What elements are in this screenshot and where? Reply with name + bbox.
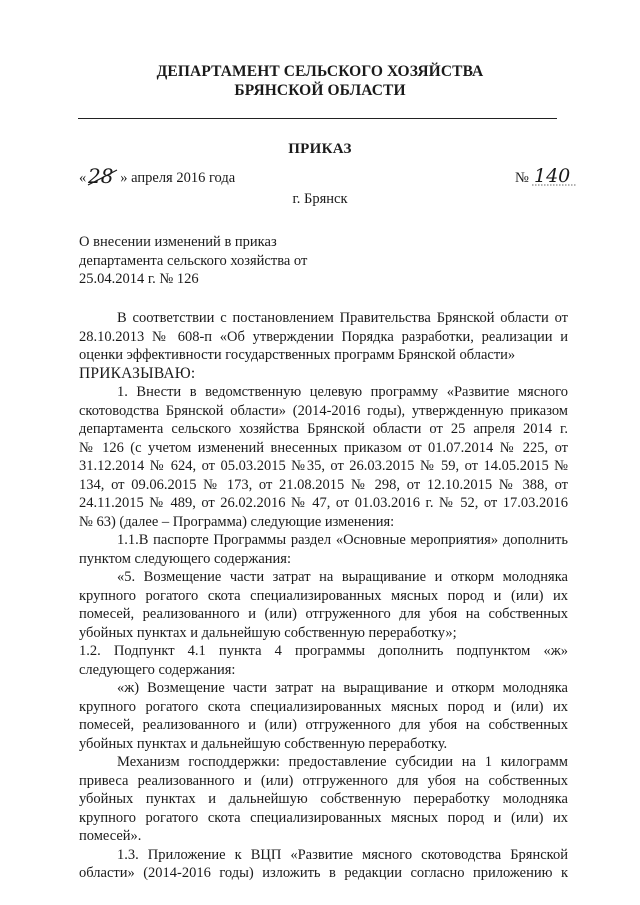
order-number xyxy=(515,163,578,189)
body-line: «5. Возмещение части затрат на выращивание и откорм молодняка xyxy=(117,569,568,585)
body-line: пунктом следующего содержания: xyxy=(79,550,291,567)
handwritten-day xyxy=(86,164,120,188)
body-line: оценки эффективности государственных программ Брянской области» xyxy=(79,347,516,363)
body-line: Механизм господдержки: предоставление субсидии на 1 килограмм xyxy=(117,754,568,770)
handwritten-number xyxy=(532,163,578,189)
department-header xyxy=(0,62,640,100)
body-line: помесей». xyxy=(79,828,142,844)
city: г. Брянск xyxy=(292,191,348,207)
body-line: привеса реализованного и (или) отгруженного для убоя на собственных xyxy=(79,772,568,789)
order-word: ПРИКАЗЫВАЮ: xyxy=(79,364,196,382)
subject-line: департамента сельского хозяйства от xyxy=(79,252,308,269)
body-line: крупного рогатого скота специализированных мясных пород и (или) их xyxy=(79,698,568,715)
body-line: В соответствии с постановлением Правительства Брянской области от xyxy=(117,310,568,326)
date-month-year: » апреля 2016 года xyxy=(120,170,236,186)
body-line: скотоводства Брянской области» (2014-2016 годы), утвержденную приказом xyxy=(79,402,568,419)
department-name-line2: БРЯНСКОЙ ОБЛАСТИ xyxy=(234,82,406,99)
department-name-line1: ДЕПАРТАМЕНТ СЕЛЬСКОГО ХОЗЯЙСТВА xyxy=(156,63,484,80)
body-line: «ж) Возмещение части затрат на выращивание и откорм молодняка xyxy=(117,680,568,696)
body-line: 24.11.2015 № 489, от 26.02.2016 № 47, от 01.03.2016 г. № 52, от 17.03.2016 xyxy=(79,495,568,511)
body-line: 1. Внести в ведомственную целевую программу «Развитие мясного xyxy=(117,384,568,400)
handwritten-number-text: 140 xyxy=(534,165,571,187)
subject-line: О внесении изменений в приказ xyxy=(79,234,277,250)
body-line: области» (2014-2016 годы) изложить в редакции согласно приложению к xyxy=(79,865,568,881)
order-body xyxy=(79,309,568,883)
handwritten-day-text: 28 xyxy=(88,164,114,188)
order-subject xyxy=(79,233,379,289)
date-open-quote: « xyxy=(79,170,87,186)
body-line: 31.12.2014 № 624, от 05.03.2015 №35, от 26.03.2015 № 59, от 14.05.2015 № xyxy=(79,458,568,474)
body-line: 28.10.2013 № 608-п «Об утверждении Порядка разработки, реализации и xyxy=(79,328,568,345)
body-line: крупного рогатого скота специализированных мясных пород и (или) их xyxy=(79,809,568,826)
body-line: 1.2. Подпункт 4.1 пункта 4 программы дополнить подпунктом «ж» xyxy=(79,643,568,659)
body-line: следующего содержания: xyxy=(79,661,236,678)
body-line: убойных пунктах и дальнейшую собственную переработку молодняка xyxy=(79,791,568,807)
document-title: ПРИКАЗ xyxy=(288,141,352,157)
body-line: 1.1.В паспорте Программы раздел «Основные мероприятия» дополнить xyxy=(117,532,568,548)
body-line: помесей, реализованного и (или) отгруженного для убоя на собственных xyxy=(79,717,568,733)
body-line: помесей, реализованного и (или) отгруженного для убоя на собственных xyxy=(79,606,568,622)
subject-line: 25.04.2014 г. № 126 xyxy=(79,271,199,287)
body-line: департамента сельского хозяйства Брянской области от 25 апреля 2014 г. xyxy=(79,421,568,437)
number-label: № xyxy=(515,170,529,186)
body-line: крупного рогатого скота специализированных мясных пород и (или) их xyxy=(79,587,568,604)
body-line: № 63) (далее – Программа) следующие изменения: xyxy=(79,513,395,530)
header-divider xyxy=(78,118,557,119)
order-date xyxy=(79,164,235,188)
body-line: № 126 (с учетом изменений внесенных приказом от 01.07.2014 № 225, от xyxy=(79,439,568,456)
body-line: убойных пунктах и дальнейшую собственную переработку»; xyxy=(79,624,457,641)
body-line: 134, от 09.06.2015 № 173, от 21.08.2015 № 298, от 12.10.2015 № 388, от xyxy=(79,476,568,493)
body-line: 1.3. Приложение к ВЦП «Развитие мясного скотоводства Брянской xyxy=(117,846,568,863)
body-line: убойных пунктах и дальнейшую собственную переработку. xyxy=(79,735,448,752)
